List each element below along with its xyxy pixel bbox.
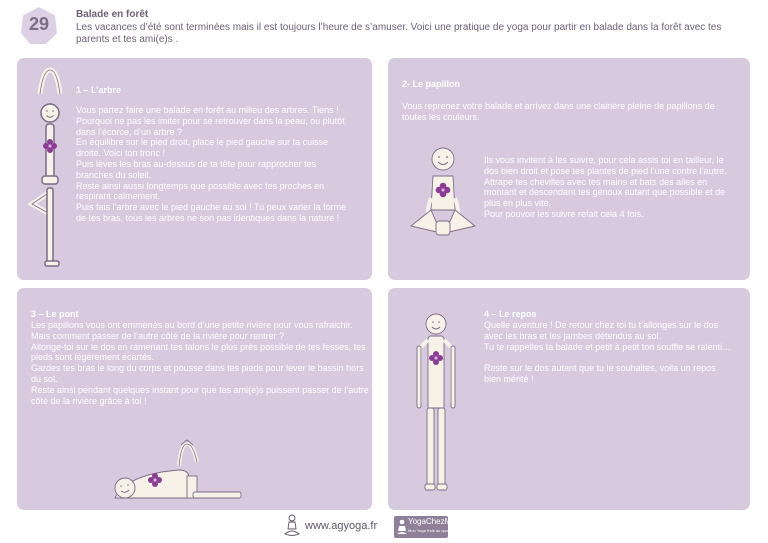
card-line: Quelle aventure ! De retour chez toi tu t’allonges sur le dos avec les bras et les jambes détendus au sol. xyxy=(484,320,719,341)
card-line: Vous partez faire une balade en forêt au milieu des arbres. Tiens ! Pourquoi ne pas les imiter pour se retrouver dans la peau, ou plutôt dans l’écorce, d’un arbre ? xyxy=(76,105,345,137)
card-body xyxy=(76,105,351,224)
card-rest-pose xyxy=(388,288,750,510)
meditating-figure-icon xyxy=(284,514,300,538)
card-line: Reste ainsi aussi longtemps que possible avec tes proches en respirant calmement. xyxy=(76,180,325,202)
card-title: 1 – L’arbre xyxy=(76,85,122,95)
card-tree-pose xyxy=(17,58,372,280)
footer-website[interactable]: www.agyoga.fr xyxy=(305,520,378,532)
card-line: Reste ainsi pendant quelques instant pour que tes ami(e)s puissent passer de l’autre côté de la rivière grâce à toi ! xyxy=(31,384,369,406)
card-line: Allonge-toi sur le dos en ramenant tes talons le plus près possible de tes fesses, tes pieds sont légèrement écartés. xyxy=(31,341,366,363)
card-bridge-pose xyxy=(17,288,372,510)
logo-text: YogaChezMoi xyxy=(408,517,458,526)
card-line: Ils vous invitent à les suivre, pour cela assis toi en tailleur, le dos bien droit et pose tes plantes de pied l’une contre l’autre. xyxy=(484,155,727,176)
logo-figure-icon xyxy=(397,519,407,535)
rest-pose-figure xyxy=(408,308,468,508)
card-line: Attrape tes chevilles avec tes mains et bats des ailes en montant et descendant tes genoux autant que possible et de plus en plus vite. xyxy=(484,176,726,209)
card-title: 4 – Le repos xyxy=(484,309,537,319)
page-number: 29 xyxy=(28,14,50,34)
card-title: 3 – Le pont xyxy=(31,309,79,319)
card-line: Puis fais l’arbre avec le pied gauche au sol ! Tu peux varier la forme de tes bras, tous les arbres ne son pas identiques dans la nature ! xyxy=(76,202,347,223)
card-line xyxy=(484,352,734,363)
card-line: Les papillons vous ont emmenés au bord d’une petite rivière pour vous rafraichir. Mais comment passer de l’autre côté de la rivière pour rentrer ? xyxy=(31,320,353,341)
card-line: Reste sur le dos autant que tu le souhaites, voila un repos bien mérité ! xyxy=(484,363,716,384)
card-line: En équilibre sur le pied droit, place le pied gauche sur ta cuisse droite. Voici ton tronc ! xyxy=(76,137,329,159)
card-body xyxy=(484,155,734,220)
card-intro: Vous reprenez votre balade et arrivez dans une clairière pleine de papillons de toutes les couleurs. xyxy=(402,101,715,122)
page-title: Balade en forêt xyxy=(76,9,149,20)
logo-tagline: Mon Yoga Kids au quotidien xyxy=(408,528,458,533)
card-body xyxy=(31,320,371,406)
card-butterfly-pose xyxy=(388,58,750,280)
bridge-pose-figure xyxy=(107,436,247,506)
butterfly-pose-figure xyxy=(408,138,488,258)
card-line: Gardes tes bras le long du corps et pousse dans tes pieds pour lever le bassin hors du sol. xyxy=(31,363,364,384)
card-line: Puis lèves les bras au-dessus de ta tête pour rapprocher tes branches du soleil. xyxy=(76,158,317,180)
card-line: Tu te rappelles ta balade et petit à petit ton souffle se ralenti… xyxy=(484,341,732,352)
card-body xyxy=(484,320,734,385)
page-intro: Les vacances d’été sont terminées mais il est toujours l’heure de s’amuser. Voici une pratique de yoga pour partir en balade dans la forêt avec tes parents et tes ami(e)s . xyxy=(76,22,722,45)
card-line: Pour pouvoir les suivre refait cela 4 fois. xyxy=(484,208,644,219)
card-title: 2- Le papillon xyxy=(402,79,461,89)
